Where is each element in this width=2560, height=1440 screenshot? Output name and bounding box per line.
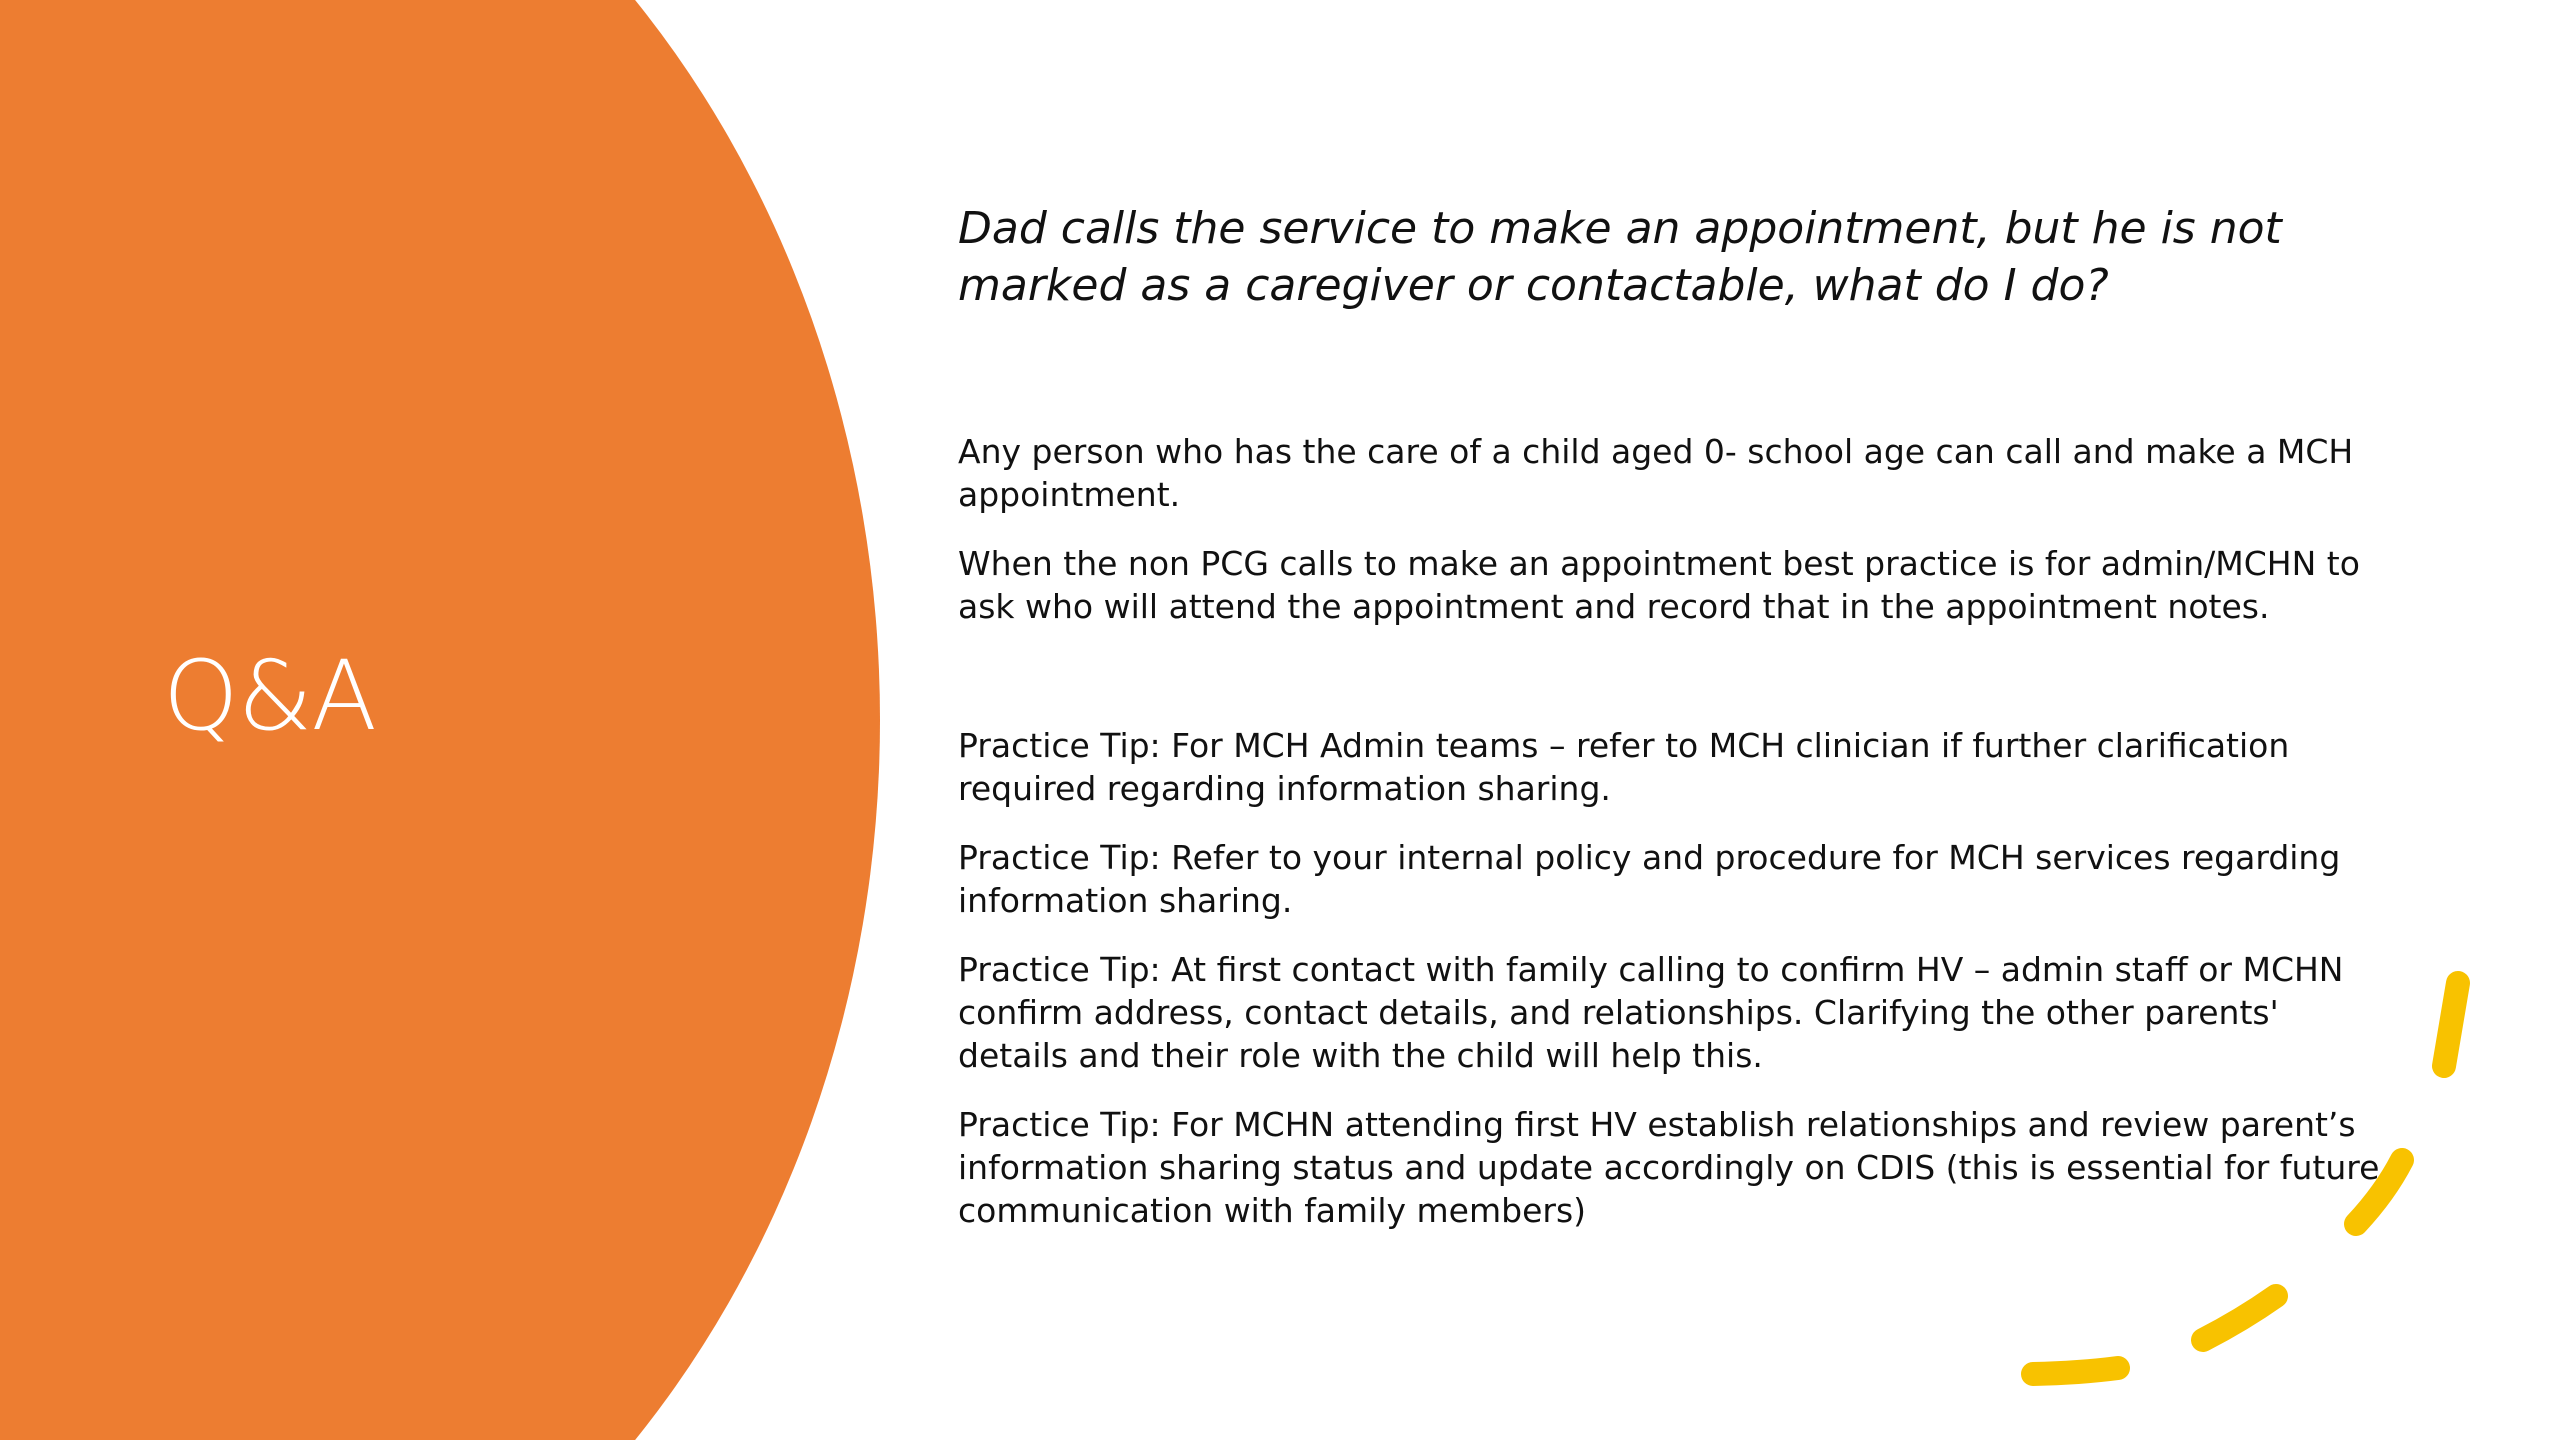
question-text: Dad calls the service to make an appointment, but he is not marked as a caregiver or contactable, what do I do? [958, 203, 2282, 311]
answer-paragraph-2: When the non PCG calls to make an appointment best practice is for admin/MCHN to ask who will attend the appointment and record that in the appointment notes. [958, 544, 2360, 626]
slide-content [958, 200, 2398, 1258]
practice-tip-1: Practice Tip: For MCH Admin teams – refer to MCH clinician if further clarification required regarding information sharing. [958, 726, 2290, 808]
answer-paragraph-1: Any person who has the care of a child aged 0- school age can call and make a MCH appointment. [958, 432, 2354, 514]
practice-tip-3: Practice Tip: At first contact with family calling to confirm HV – admin staff or MCHN confirm address, contact details, and relationships. Clarifying the other parents' details and their role with the child will help this. [958, 950, 2344, 1075]
practice-tip-4: Practice Tip: For MCHN attending first HV establish relationships and review parent’s information sharing status and update accordingly on CDIS (this is essential for future communication with family members) [958, 1105, 2380, 1230]
deco-dash-1 [2444, 983, 2458, 1066]
practice-tip-2: Practice Tip: Refer to your internal policy and procedure for MCH services regarding information sharing. [958, 838, 2341, 920]
orange-circle-shape [0, 0, 880, 1440]
deco-dash-4 [2033, 1368, 2118, 1374]
deco-dash-3 [2203, 1296, 2276, 1340]
slide-title: Q&A [163, 640, 377, 752]
